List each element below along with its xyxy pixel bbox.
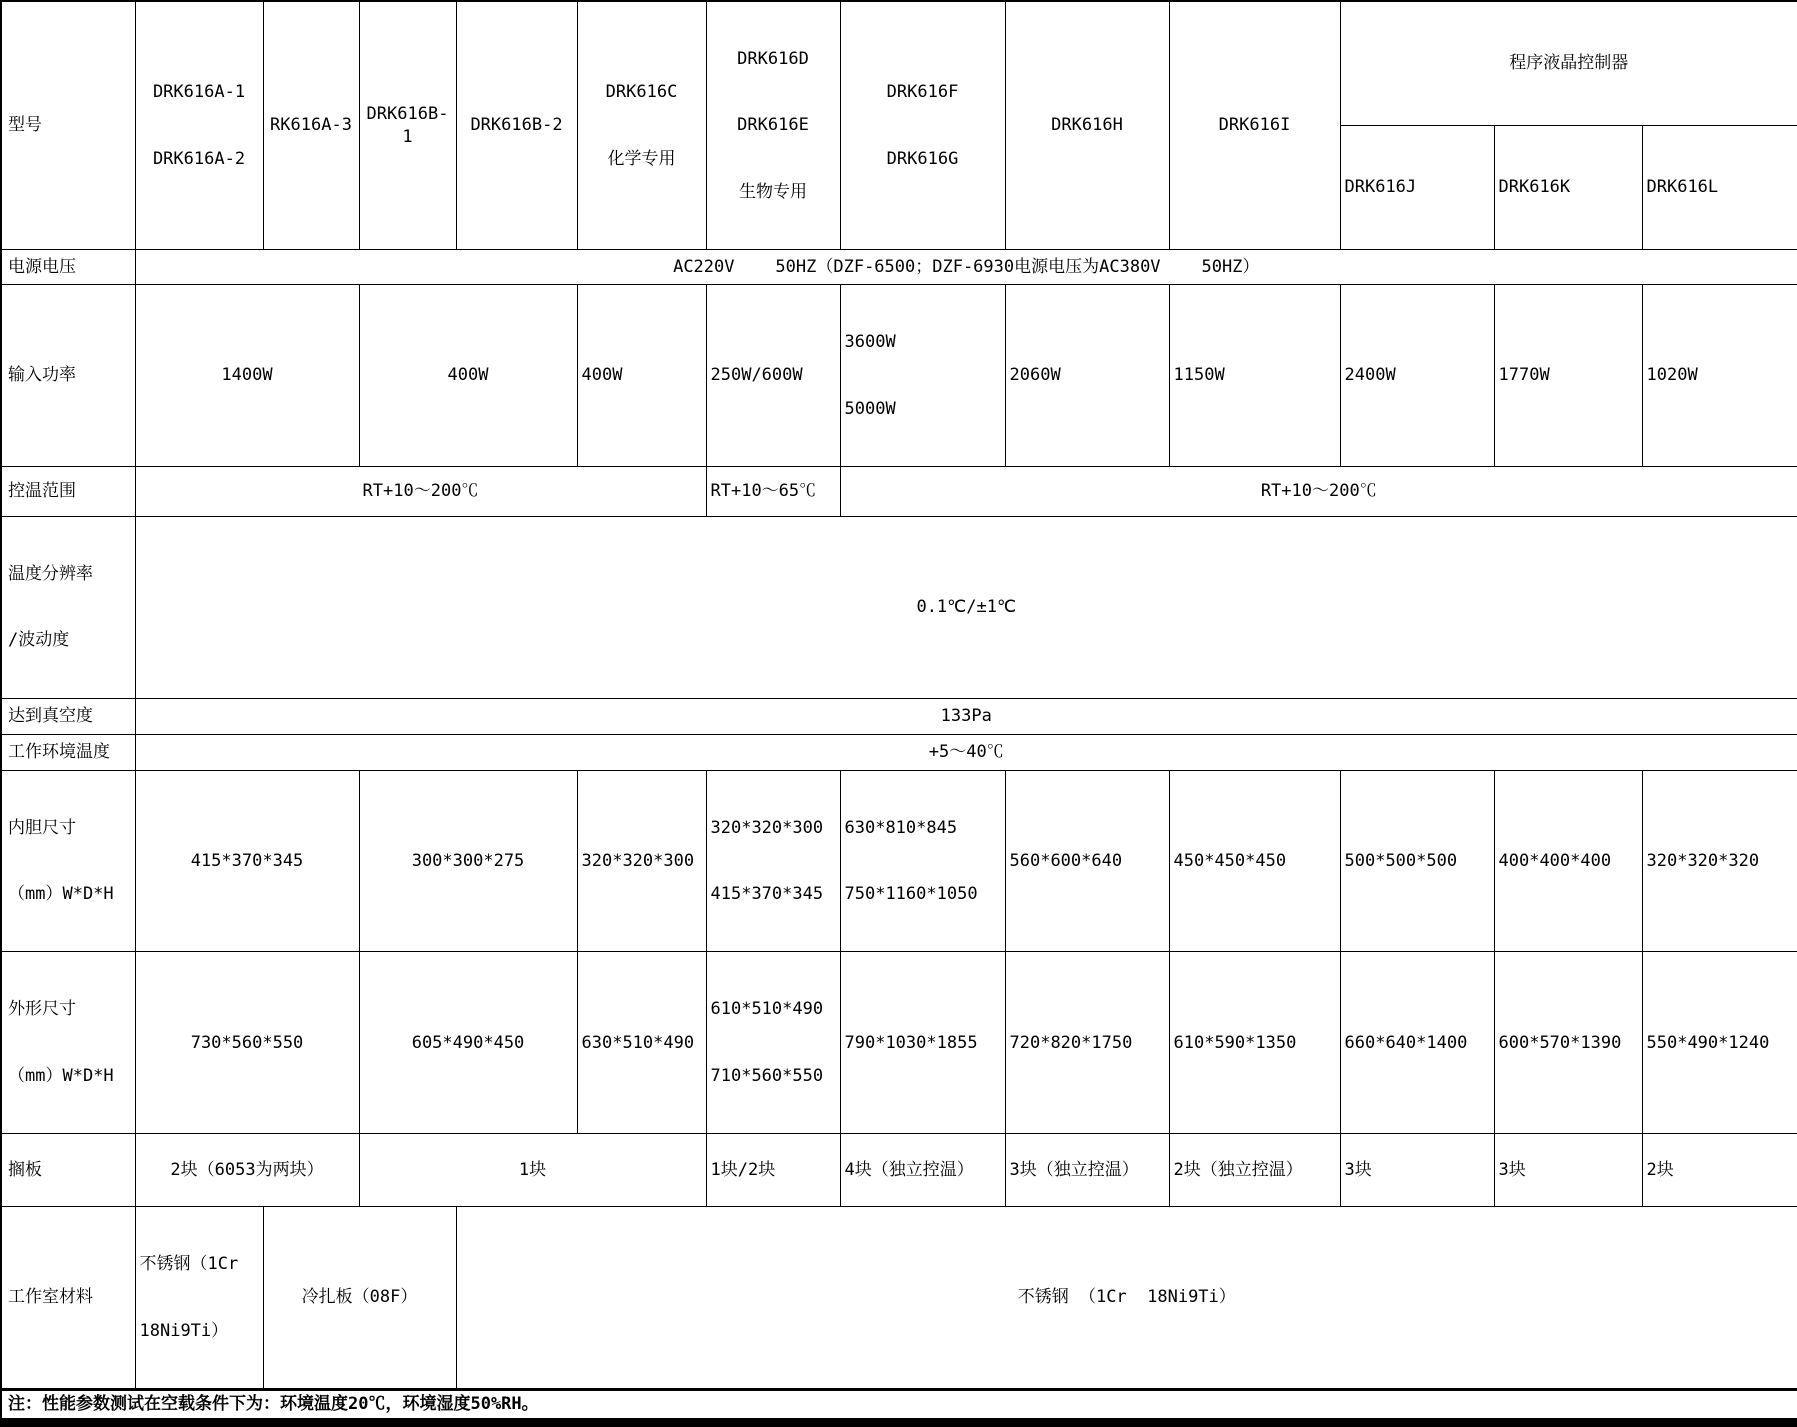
cell-outer-fg: 790*1030*1855 xyxy=(840,952,1005,1134)
cell-inner-a: 415*370*345 xyxy=(135,770,359,952)
value-line: 710*560*550 xyxy=(710,1065,824,1086)
label-line: /波动度 xyxy=(8,630,70,651)
row-label-shelves: 搁板 xyxy=(1,1134,135,1207)
cell-outer-l: 550*490*1240 xyxy=(1642,952,1797,1134)
model-line: DRK616A-1 xyxy=(152,82,246,103)
value-line: 3600W xyxy=(844,332,896,353)
model-header-rk616a3: RK616A-3 xyxy=(263,1,359,250)
row-label-temp-range: 控温范围 xyxy=(1,466,135,516)
row-shelves xyxy=(1,1134,1797,1207)
model-header-drk616l: DRK616L xyxy=(1642,125,1797,249)
cell-temp-range-mid: RT+10～65℃ xyxy=(706,466,840,516)
value-line: 320*320*300 xyxy=(710,817,824,838)
value-line: 不锈钢（1Cr xyxy=(139,1254,239,1275)
cell-inner-j: 500*500*500 xyxy=(1340,770,1494,952)
model-header-drk616c xyxy=(577,1,706,250)
cell-vacuum-value: 133Pa xyxy=(135,698,1797,734)
model-line: 化学专用 xyxy=(607,148,676,169)
group-header-lcd-controller: 程序液晶控制器 xyxy=(1340,1,1797,125)
cell-shelves-a: 2块（6053为两块） xyxy=(135,1134,359,1207)
cell-power-de: 250W/600W xyxy=(706,285,840,467)
model-line: DRK616A-2 xyxy=(152,148,246,169)
row-inner-size xyxy=(1,770,1797,952)
cell-shelves-l: 2块 xyxy=(1642,1134,1797,1207)
cell-inner-h: 560*600*640 xyxy=(1005,770,1169,952)
cell-shelves-h: 3块（独立控温） xyxy=(1005,1134,1169,1207)
cell-inner-l: 320*320*320 xyxy=(1642,770,1797,952)
row-label-model: 型号 xyxy=(1,1,135,250)
cell-outer-j: 660*640*1400 xyxy=(1340,952,1494,1134)
cell-power-k: 1770W xyxy=(1494,285,1642,467)
row-label-ambient: 工作环境温度 xyxy=(1,734,135,770)
cell-inner-fg xyxy=(840,770,1005,952)
model-line: DRK616C xyxy=(605,82,678,103)
cell-power-j: 2400W xyxy=(1340,285,1494,467)
cell-outer-de xyxy=(706,952,840,1134)
cell-temp-range-left: RT+10～200℃ xyxy=(135,466,706,516)
label-line: 内胆尺寸 xyxy=(8,817,76,838)
value-line: 18Ni9Ti） xyxy=(139,1320,229,1341)
row-label-vacuum: 达到真空度 xyxy=(1,698,135,734)
cell-power-c: 400W xyxy=(577,285,706,467)
model-header-drk616fg xyxy=(840,1,1005,250)
value-line: 415*370*345 xyxy=(710,884,824,904)
header-row-models xyxy=(1,1,1797,125)
cell-shelves-j: 3块 xyxy=(1340,1134,1494,1207)
value-line: 5000W xyxy=(844,398,896,419)
cell-material-a xyxy=(135,1207,263,1390)
row-label-resolution xyxy=(1,516,135,698)
model-line: DRK616F xyxy=(886,82,959,103)
cell-power-h: 2060W xyxy=(1005,285,1169,467)
cell-resolution-value: 0.1℃/±1℃ xyxy=(135,516,1797,698)
row-label-voltage: 电源电压 xyxy=(1,250,135,285)
row-resolution xyxy=(1,516,1797,698)
cell-voltage-value: AC220V 50HZ（DZF-6500；DZF-6930电源电压为AC380V 50HZ） xyxy=(135,250,1797,285)
cell-material-rest: 不锈钢 （1Cr 18Ni9Ti） xyxy=(456,1207,1797,1390)
cell-temp-range-right: RT+10～200℃ xyxy=(840,466,1797,516)
model-header-drk616b1: DRK616B-1 xyxy=(359,1,456,250)
row-label-material: 工作室材料 xyxy=(1,1207,135,1390)
model-line: DRK616G xyxy=(886,148,959,169)
model-header-drk616a xyxy=(135,1,263,250)
cell-ambient-value: +5～40℃ xyxy=(135,734,1797,770)
value-line: 750*1160*1050 xyxy=(844,884,978,904)
row-voltage xyxy=(1,250,1797,285)
cell-shelves-fg: 4块（独立控温） xyxy=(840,1134,1005,1207)
cell-outer-h: 720*820*1750 xyxy=(1005,952,1169,1134)
model-header-drk616de xyxy=(706,1,840,250)
row-material xyxy=(1,1207,1797,1390)
cell-note-text: 注：性能参数测试在空载条件下为：环境温度20℃，环境湿度50%RH。 xyxy=(1,1389,1797,1422)
model-header-drk616b2: DRK616B-2 xyxy=(456,1,577,250)
row-note xyxy=(1,1389,1797,1422)
row-temp-range xyxy=(1,466,1797,516)
model-line: DRK616D xyxy=(737,49,809,70)
cell-outer-a: 730*560*550 xyxy=(135,952,359,1134)
label-line: 外形尺寸 xyxy=(8,999,76,1020)
cell-inner-de xyxy=(706,770,840,952)
cell-outer-c: 630*510*490 xyxy=(577,952,706,1134)
model-header-drk616h: DRK616H xyxy=(1005,1,1169,250)
value-line: 630*810*845 xyxy=(844,817,958,838)
model-header-drk616j: DRK616J xyxy=(1340,125,1494,249)
cell-shelves-i: 2块（独立控温） xyxy=(1169,1134,1340,1207)
model-line: 生物专用 xyxy=(739,181,807,202)
value-line: 610*510*490 xyxy=(710,999,824,1020)
label-line: 温度分辨率 xyxy=(8,563,93,584)
cell-power-i: 1150W xyxy=(1169,285,1340,467)
cell-power-fg xyxy=(840,285,1005,467)
cell-material-b: 冷扎板（08F） xyxy=(263,1207,456,1390)
cell-power-l: 1020W xyxy=(1642,285,1797,467)
row-label-inner-size xyxy=(1,770,135,952)
cell-power-a: 1400W xyxy=(135,285,359,467)
cell-shelves-de: 1块/2块 xyxy=(706,1134,840,1207)
cell-inner-b: 300*300*275 xyxy=(359,770,577,952)
model-header-drk616i: DRK616I xyxy=(1169,1,1340,250)
model-header-drk616k: DRK616K xyxy=(1494,125,1642,249)
row-outer-size xyxy=(1,952,1797,1134)
model-line: DRK616E xyxy=(737,115,809,136)
cell-outer-k: 600*570*1390 xyxy=(1494,952,1642,1134)
cell-power-b: 400W xyxy=(359,285,577,467)
cell-inner-c: 320*320*300 xyxy=(577,770,706,952)
cell-outer-b: 605*490*450 xyxy=(359,952,577,1134)
label-line: （mm）W*D*H xyxy=(8,1065,114,1086)
row-label-power: 输入功率 xyxy=(1,285,135,467)
cell-inner-k: 400*400*400 xyxy=(1494,770,1642,952)
row-vacuum xyxy=(1,698,1797,734)
row-label-outer-size xyxy=(1,952,135,1134)
cell-shelves-bc: 1块 xyxy=(359,1134,706,1207)
cell-inner-i: 450*450*450 xyxy=(1169,770,1340,952)
cell-shelves-k: 3块 xyxy=(1494,1134,1642,1207)
label-line: （mm）W*D*H xyxy=(8,884,114,904)
row-ambient xyxy=(1,734,1797,770)
row-power xyxy=(1,285,1797,467)
cell-outer-i: 610*590*1350 xyxy=(1169,952,1340,1134)
